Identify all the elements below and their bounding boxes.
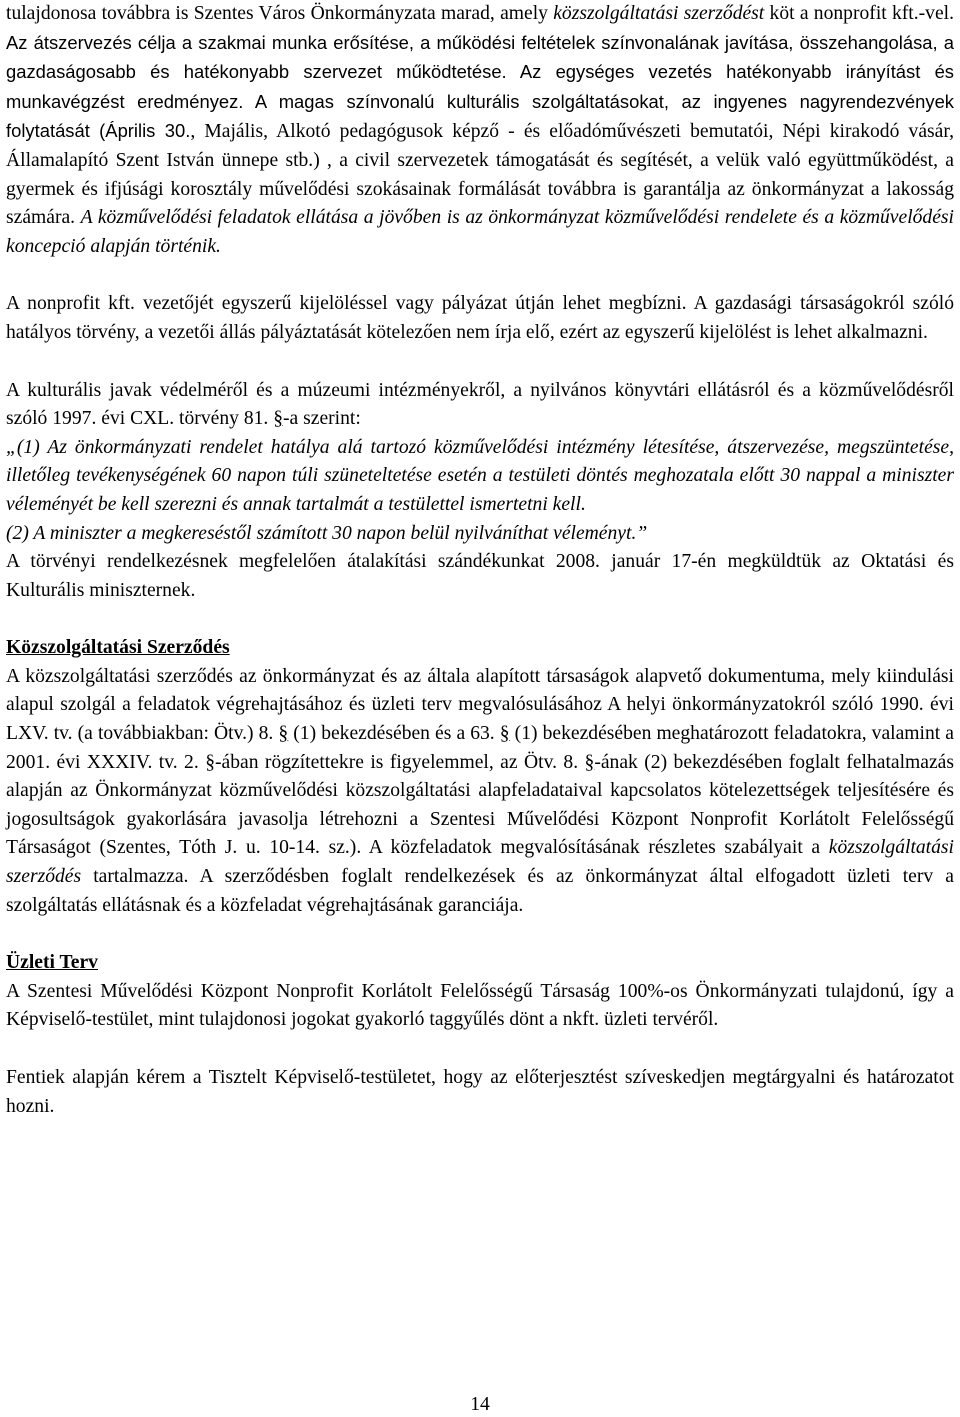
italic-term: közszolgáltatási szerződést — [553, 3, 765, 24]
paragraph-gap — [6, 1035, 954, 1064]
paragraph-business-plan: A Szentesi Művelődési Központ Nonprofit Korlátolt Felelősségű Társaság 100%-os Önkormányzati tulajdonú, így a Képviselő-testület, mint tulajdonosi jogokat gyakorló taggyűlés dönt a nkft. üzleti tervéről. — [6, 980, 954, 1031]
text-segment: ) , a civil szervezetek támogatását és segítését, a velük való együttműködést, a gyermek és ifjúsági korosztály művelődési szokásainak formálását továbbra is garantálja az önkormányzat a lakosság számára. — [6, 149, 954, 229]
paragraph-leader — [6, 290, 954, 347]
text-segment: -ának (2) bekezdésében foglalt felhatalmazás alapján az Önkormányzat közművelődési közszolgáltatási alapfeladataival kapcsolatos kötelezettségek teljesítésére és jogosultságok gyakorlására javasolja létrehozni a Szentesi Művelődési Központ Nonprofit Korlátolt Felelősségű Társaságot (Szentes, Tóth J. u. 10-14. sz.). A közfeladatok megvalósításának részletes szabályait a — [6, 751, 954, 859]
section-sign: § — [584, 751, 595, 773]
paragraph-gap — [6, 348, 954, 377]
paragraph-gap — [6, 261, 954, 290]
italic-sentence: A közművelődési feladatok ellátása a jövőben is az önkormányzat közművelődési rendelete és a közművelődési koncepció alapján történik. — [6, 207, 954, 257]
section-sign: § — [278, 723, 289, 745]
paragraph-reorganization — [6, 0, 954, 261]
text-segment: A kulturális javak védelméről és a múzeumi intézményekről, a nyilvános könyvtári ellátásról és a közművelődésről szóló 1997. évi CXL. törvény 81. — [6, 379, 954, 430]
text-segment: köt a nonprofit kft.-vel. — [764, 3, 955, 24]
text-segment: -ában rögzítettekre is figyelemmel, az Ötv. 8. — [214, 751, 585, 773]
paragraph-contract — [6, 663, 954, 920]
document-page — [6, 0, 954, 1121]
text-segment: tartalmazza. A szerződésben foglalt rendelkezések és az önkormányzat által elfogadott üzleti terv a szolgáltatás ellátásnak és a közfeladat végrehajtásának garanciája. — [6, 866, 954, 916]
text-segment: tulajdonosa továbbra is Szentes Város Önkormányzata marad, amely — [6, 3, 554, 24]
page-number: 14 — [470, 1394, 490, 1415]
section-sign: § — [205, 751, 215, 773]
text-segment: A nonprofit kft. vezetőjét egyszerű kijelöléssel vagy pályázat útján lehet megbízni. — [6, 293, 694, 315]
section-title-business-plan: Üzleti Terv — [6, 952, 98, 974]
text-segment: , Majális, Alkotó pedagógusok képző - és előadóművészeti bemutatói, Népi kirakodó vásár, Államalapító Szent István ünnepe stb. — [6, 121, 954, 171]
text-segment: A közszolgáltatási szerződés az önkormányzat és az általa alapított társaságok alapvető dokumentuma, mely kiindulási alapul szolgál a feladatok végrehajtásához és üzleti terv megvalósulásához A helyi önkormányzatokról szóló 1990. évi LXV. tv. (a továbbiakban: Ötv.) 8. — [6, 665, 954, 745]
text-segment: (1) bekezdésében és a 63. — [288, 723, 500, 745]
section-sign: § — [273, 408, 284, 430]
quote-paragraph-2: (2) A miniszter a megkereséstől számított 30 napon belül nyilváníthat véleményt.” — [6, 522, 648, 544]
quote-paragraph-1: „(1) Az önkormányzati rendelet hatálya alá tartozó közművelődési intézmény létesítése, átszervezése, megszüntetése, illetőleg tevékenységének 60 napon túli szüneteltetése esetén a testületi döntés meghozatala előtt 30 nappal a miniszter véleményét be kell szerezni és annak tartalmát a testülettel ismertetni kell. — [6, 436, 954, 515]
text-segment-sans: Az átszervezés célja a szakmai munka erősítése, a működési feltételek színvonalának javítása, összehangolása, a gazdaságosabb és hatékonyabb szervezet működtetése. Az egységes vezetés hatékonyabb irányítást és munkavégzést eredményez. A magas színvonalú kulturális szolgáltatásokat, az ingyenes nagyrendezvények folytatását (Április 30. — [6, 31, 954, 142]
paragraph-ministry: A törvényi rendelkezésnek megfelelően átalakítási szándékunkat 2008. január 17-én megküldtük az Oktatási és Kulturális miniszternek. — [6, 551, 954, 601]
paragraph-gap — [6, 605, 954, 634]
text-segment: (1) bekezdésében meghatározott feladatokra, valamint a 2001. évi XXXIV. tv. 2. — [6, 723, 955, 773]
section-sign: § — [499, 723, 510, 745]
italic-term: közszolgáltatási szerződés — [6, 837, 954, 888]
paragraph-law — [6, 377, 954, 434]
text-segment: A gazdasági társaságokról szóló hatályos törvény, a vezetői állás pályáztatását kötelezően nem írja elő, ezért az egyszerű kijelölést is lehet alkalmazni. — [6, 293, 954, 343]
text-segment: -a szerint: — [283, 408, 361, 430]
paragraph-gap — [6, 920, 954, 949]
paragraph-closing: Fentiek alapján kérem a Tisztelt Képviselő-testületet, hogy az előterjesztést szíveskedjen megtárgyalni és határozatot hozni. — [6, 1067, 954, 1117]
section-title-contract: Közszolgáltatási Szerződés — [6, 637, 230, 659]
